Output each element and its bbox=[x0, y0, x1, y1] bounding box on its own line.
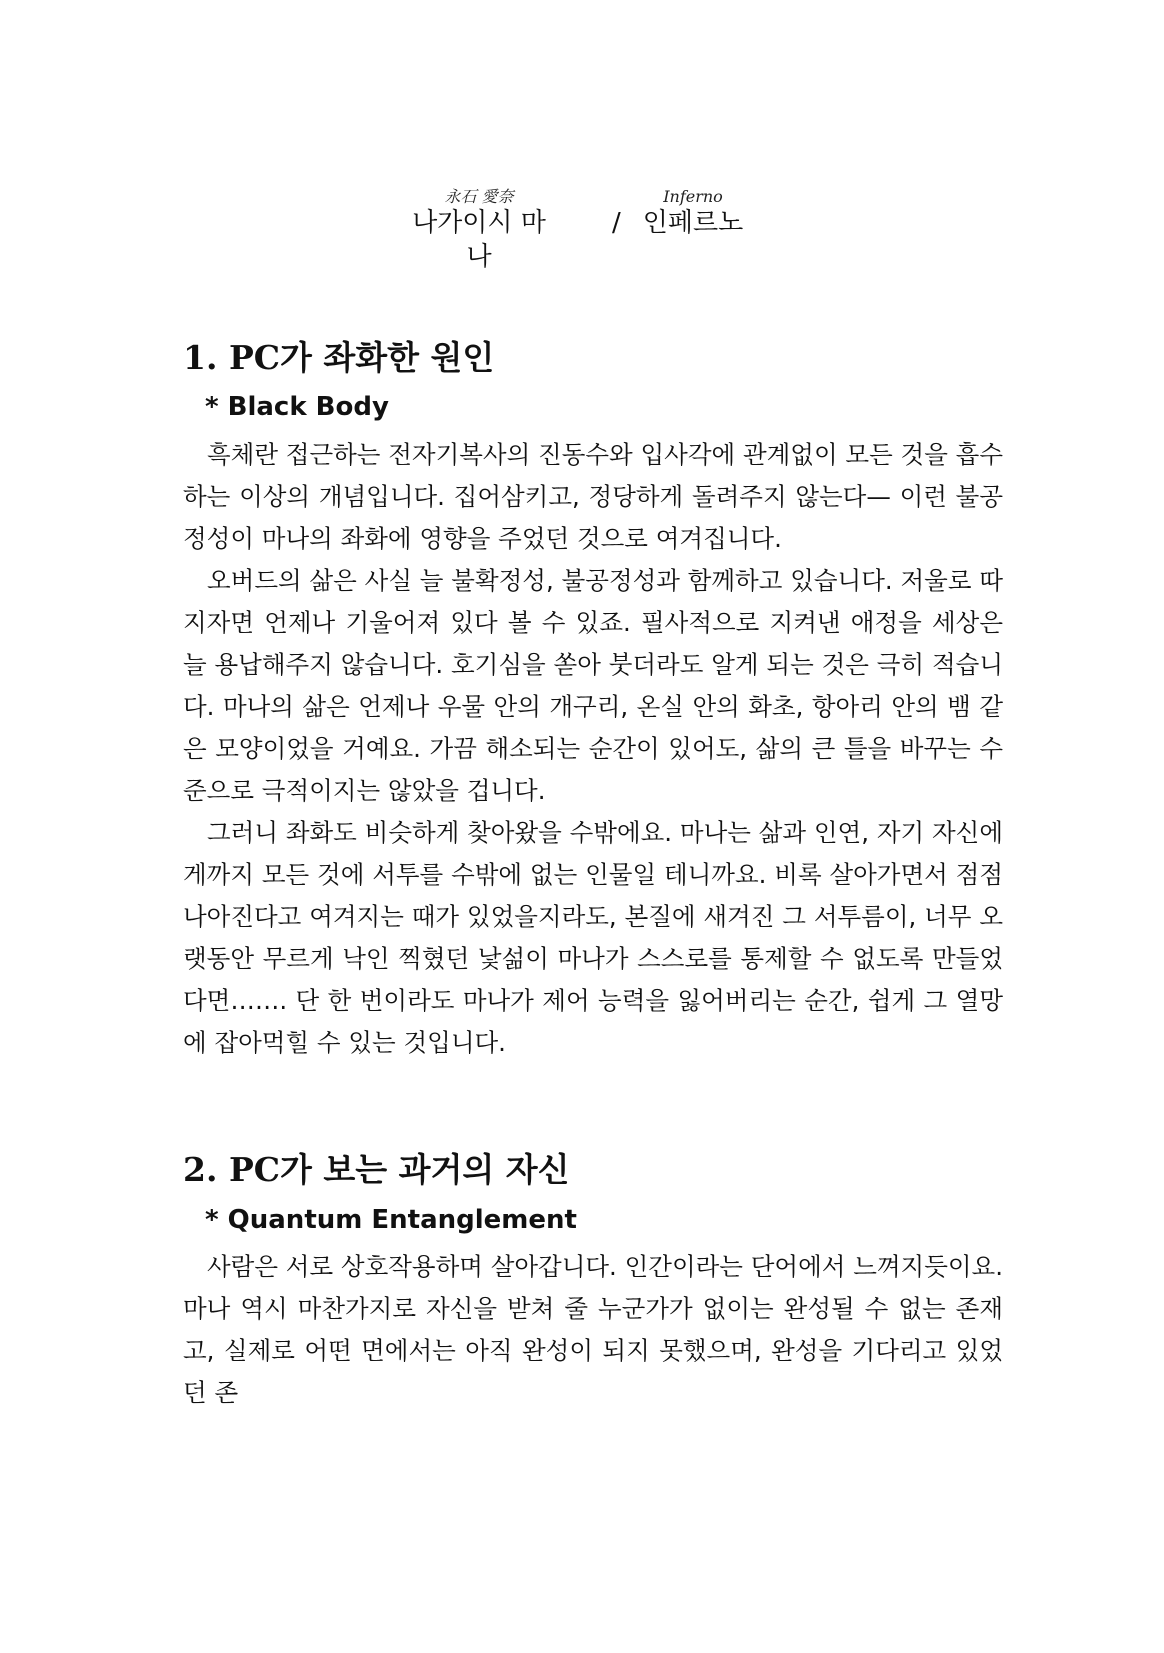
paragraph: 그러니 좌화도 비슷하게 찾아왔을 수밖에요. 마나는 삶과 인연, 자기 자신에게까지 모든 것에 서투를 수밖에 없는 인물일 테니까요. 비록 살아가면서 점점 나아진다고 여겨지는 때가 있었을지라도, 본질에 새겨진 그 서투름이, 너무 오랫동안 무르게 낙인 찍혔던 낯섦이 마나가 스스로를 통제할 수 없도록 만들었다면……. 단 한 번이라도 마나가 제어 능력을 잃어버리는 순간, 쉽게 그 열망에 잡아먹힐 수 있는 것입니다. bbox=[183, 818, 1003, 1057]
section-heading-1: 1. PC가 좌화한 원인 bbox=[183, 338, 495, 377]
section-heading-2: 2. PC가 보는 과거의 자신 bbox=[183, 1150, 570, 1189]
section-body-2 bbox=[183, 1246, 1003, 1414]
paragraph: 사람은 서로 상호작용하며 살아갑니다. 인간이라는 단어에서 느껴지듯이요. 마나 역시 마찬가지로 자신을 받쳐 줄 누군가가 없이는 완성될 수 없는 존재고, 실제로 어떤 면에서는 아직 완성이 되지 못했으며, 완성을 기다리고 있었던 존 bbox=[183, 1252, 1003, 1407]
codename: 인페르노 bbox=[642, 208, 744, 238]
title-separator: / bbox=[612, 208, 621, 238]
paragraph: 오버드의 삶은 사실 늘 불확정성, 불공정성과 함께하고 있습니다. 저울로 따지자면 언제나 기울어져 있다 볼 수 있죠. 필사적으로 지켜낸 애정을 세상은 늘 용납해주지 않습니다. 호기심을 쏟아 붓더라도 알게 되는 것은 극히 적습니다. 마나의 삶은 언제나 우물 안의 개구리, 온실 안의 화초, 항아리 안의 뱀 같은 모양이었을 거예요. 가끔 해소되는 순간이 있어도, 삶의 큰 틀을 바꾸는 수준으로 극적이지는 않았을 겁니다. bbox=[183, 566, 1003, 805]
codename-english: Inferno bbox=[663, 187, 723, 206]
character-name: 나가이시 마나 bbox=[412, 208, 546, 272]
paragraph: 흑체란 접근하는 전자기복사의 진동수와 입사각에 관계없이 모든 것을 흡수하는 이상의 개념입니다. 집어삼키고, 정당하게 돌려주지 않는다— 이런 불공정성이 마나의 좌화에 영향을 주었던 것으로 여겨집니다. bbox=[183, 440, 1003, 553]
section-subheading-1: * Black Body bbox=[205, 392, 389, 422]
character-title bbox=[0, 187, 1164, 272]
character-name-group bbox=[404, 188, 554, 274]
character-name-kanji: 永石 愛奈 bbox=[444, 187, 514, 206]
section-body-1 bbox=[183, 434, 1003, 1064]
section-subheading-2: * Quantum Entanglement bbox=[205, 1205, 577, 1235]
codename-group bbox=[636, 188, 750, 240]
